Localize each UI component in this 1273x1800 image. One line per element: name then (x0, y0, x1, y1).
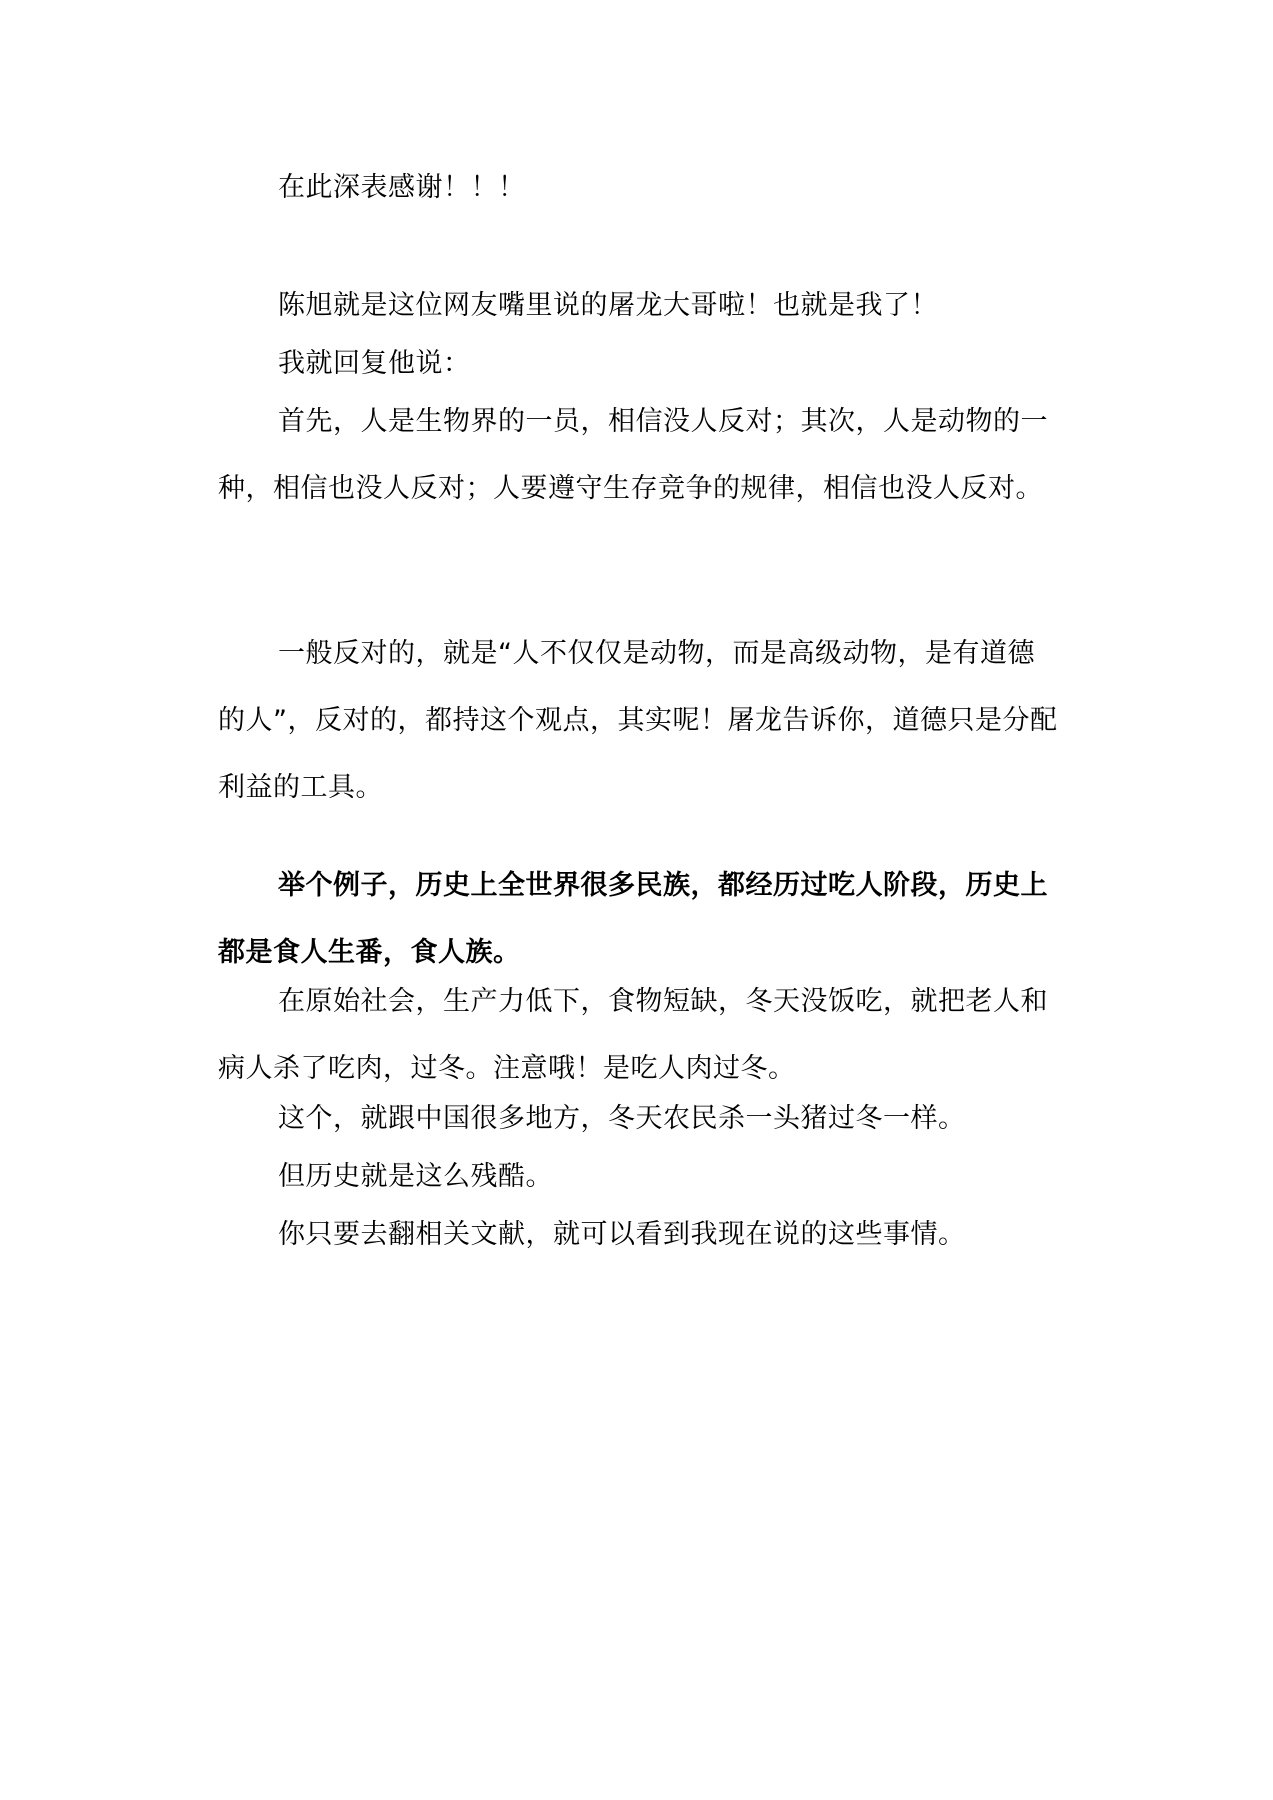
paragraph-reply: 我就回复他说： (278, 348, 471, 379)
paragraph-intro: 陈旭就是这位网友嘴里说的屠龙大哥啦！也就是我了！ (278, 290, 938, 321)
paragraph-example-bold: 举个例子，历史上全世界很多民族，都经历过吃人阶段，历史上都是食人生番，食人族。 (218, 870, 1048, 968)
paragraph-first-point: 首先，人是生物界的一员，相信没人反对；其次，人是动物的一种，相信也没人反对；人要遵守生存竞争的规律，相信也没人反对。 (218, 406, 1048, 504)
paragraph-comparison: 这个，就跟中国很多地方，冬天农民杀一头猪过冬一样。 (278, 1103, 966, 1134)
paragraph-objection: 一般反对的，就是“人不仅仅是动物，而是高级动物，是有道德的人”，反对的，都持这个观点，其实呢！屠龙告诉你，道德只是分配利益的工具。 (218, 638, 1058, 803)
paragraph-thanks: 在此深表感谢！！！ (278, 172, 526, 203)
paragraph-history-cruel: 但历史就是这么残酷。 (278, 1161, 553, 1192)
paragraph-primitive-society: 在原始社会，生产力低下，食物短缺，冬天没饭吃，就把老人和病人杀了吃肉，过冬。注意哦！是吃人肉过冬。 (218, 986, 1048, 1084)
paragraph-literature: 你只要去翻相关文献，就可以看到我现在说的这些事情。 (278, 1219, 966, 1250)
